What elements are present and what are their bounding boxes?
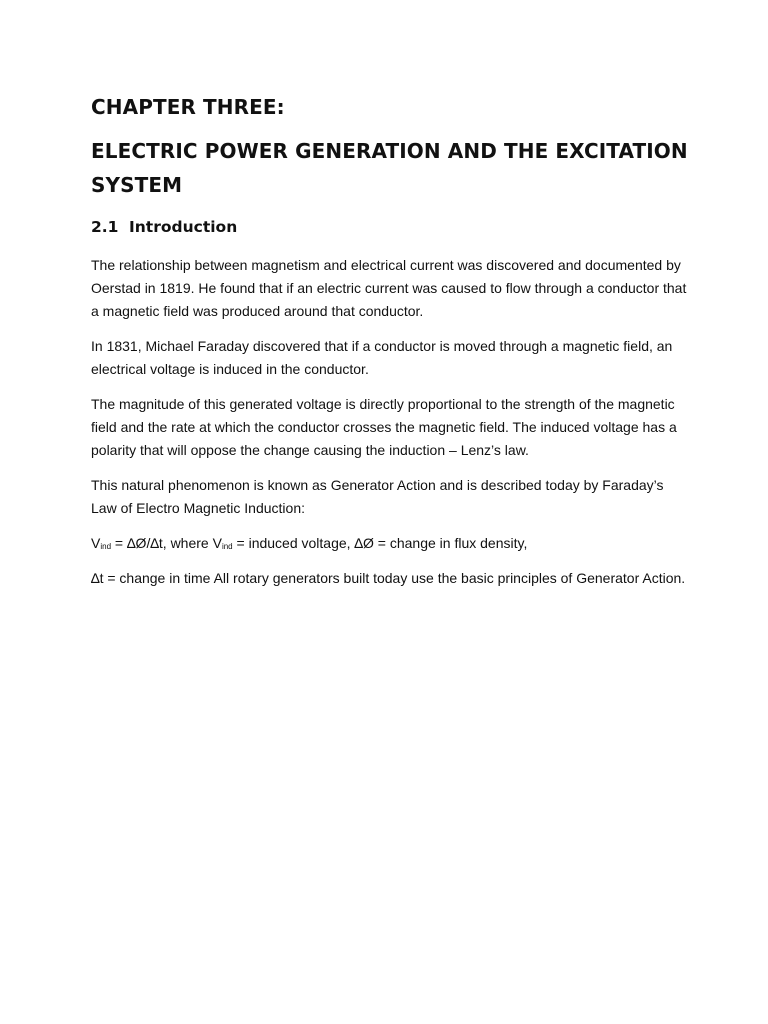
paragraph-magnitude: The magnitude of this generated voltage is directly proportional to the strength of the magnetic field and the rate at which the conductor crosses the magnetic field. The induced voltage has a polarity that will oppose the change causing the induction – Lenz’s law. [91, 396, 677, 458]
chapter-title: ELECTRIC POWER GENERATION AND THE EXCITATION SYSTEM [91, 139, 688, 197]
document-page [91, 92, 691, 602]
formula-part1: = ∆Ø/∆t, where [111, 535, 213, 551]
paragraph-generator-action: This natural phenomenon is known as Generator Action and is described today by Faraday’s Law of Electro Magnetic Induction: [91, 477, 664, 516]
section-title: Introduction [129, 218, 238, 236]
induction-formula [91, 532, 691, 555]
formula-v2: V [212, 535, 222, 551]
formula-sub2: ind [221, 542, 233, 551]
formula-part2: = induced voltage, ∆Ø = change in flux density, [232, 535, 528, 551]
formula-v1: V [91, 535, 101, 551]
paragraph-closing: ∆t = change in time All rotary generators built today use the basic principles of Generator Action. [91, 570, 686, 586]
chapter-label: CHAPTER THREE: [91, 95, 285, 119]
paragraph-faraday: In 1831, Michael Faraday discovered that if a conductor is moved through a magnetic field, an electrical voltage is induced in the conductor. [91, 338, 673, 377]
paragraph-oerstad: The relationship between magnetism and electrical current was discovered and documented by Oerstad in 1819. He found that if an electric current was caused to flow through a conductor that a magnetic field was produced around that conductor. [91, 257, 687, 319]
section-number: 2.1 [91, 218, 119, 236]
formula-sub1: ind [100, 542, 112, 551]
section-heading [91, 216, 691, 238]
